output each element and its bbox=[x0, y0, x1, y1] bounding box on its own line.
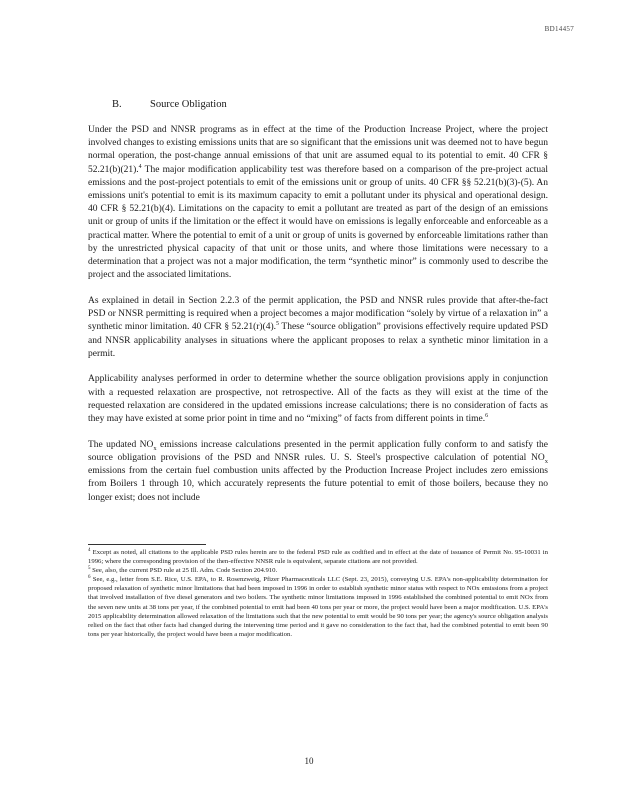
paragraph-text: These “source obligation” provisions effectively require updated PSD and NNSR applicability analyses in situations where the applicant proposes to relax a synthetic minor limitation in a permit. bbox=[88, 322, 548, 359]
body-paragraph bbox=[88, 124, 548, 282]
footnote-number: 5 bbox=[88, 565, 91, 571]
section-title: Source Obligation bbox=[150, 99, 227, 110]
paragraph-text: emissions from the certain fuel combustion units affected by the Production Increase Project includes zero emissions from Boilers 1 through 10, which accurately represents the future potential to emit of those boilers, because they no longer exist; does not include bbox=[88, 466, 548, 503]
footnote-number: 4 bbox=[88, 547, 91, 553]
footnotes bbox=[88, 548, 548, 639]
paragraph-text: The major modification applicability test was therefore based on a comparison of the pre-project actual emissions and the post-project potentials to emit of the emissions unit or group of units. 40 CFR §§ 52.21(b)(3)-(5). An emissions unit's potential to emit is its maximum capacity to emit a pollutant under its physical and operational design. 40 CFR § 52.21(b)(4). Limitations on the capacity to emit a pollutant are treated as part of the design of an emissions unit or group of units if the limitation or the effect it would have on emissions is legally enforceable and enforceable as a practical matter. Where the potential to emit of a unit or group of units is governed by enforceable limitations rather than by the unrestricted physical capacity of that unit or those units, and where those limitations were necessary to a determination that a project was not a major modification, the term “synthetic minor” is commonly used to describe the project and the associated limitations. bbox=[88, 164, 548, 281]
paragraph-text: As explained in detail in Section 2.2.3 of the permit application, the PSD and NNSR rules provide that after-the-fact PSD or NNSR permitting is required when a project becomes a major modification “solely by virtue of a relaxation in” a synthetic minor limitation. 40 CFR § 52.21(r)(4). bbox=[88, 295, 548, 333]
footnote-separator bbox=[88, 544, 206, 545]
footnote-number: 6 bbox=[88, 575, 91, 581]
body-paragraph bbox=[88, 295, 548, 361]
subscript-text: x bbox=[153, 444, 157, 452]
footnote bbox=[88, 566, 548, 575]
document-reference-code: BD14457 bbox=[544, 25, 574, 33]
paragraph-text: Under the PSD and NNSR programs as in effect at the time of the Production Increase Project, where the project involved changes to existing emissions units that are so significant that the emissions unit was deemed not to have begun normal operation, the post-change annual emissions of that unit are assumed equal to its potential to emit. 40 CFR § 52.21(b)(21). bbox=[88, 125, 548, 175]
footnote-marker: 4 bbox=[138, 163, 142, 170]
footnote bbox=[88, 575, 548, 639]
footnote bbox=[88, 548, 548, 566]
body-paragraph bbox=[88, 373, 548, 426]
paragraph-text: Applicability analyses performed in order to determine whether the source obligation provisions apply in conjunction with a requested relaxation are prospective, not retrospective. All of the facts as they will exist at the time of the requested relaxation are considered in the updated emissions increase calculations; there is no consideration of facts as they may have existed at some prior point in time and no “mixing” of facts from different points in time. bbox=[88, 374, 548, 425]
footnote-marker: 6 bbox=[485, 412, 489, 419]
body-paragraph bbox=[88, 439, 548, 505]
footnote-text: See, e.g., letter from S.E. Rice, U.S. EPA, to R. Rosenzweig, Pfizer Pharmaceuticals LLC (Sept. 23, 2015), conveying U.S. EPA's non-applicability determination for proposed relaxation of synthetic minor limitations that had been imposed in 1996 in order to establish synthetic minor status with respect to NOx emissions from a project that involved installation of five diesel generators and two boilers. The synthetic minor limitations imposed in 1996 established the combined potential to emit NOx from the seven new units at 38 tons per year, if the combined potential to emit had been 40 tons per year or more, the project would have been a major modification. U.S. EPA's 2015 applicability determination allowed relaxation of the limitations such that the new potential to emit would be 90 tons per year; the agency's source obligation analysis relied on the fact that other facts had changed during the intervening time period and it gave no consideration to the fact that, had the combined potential to emit been 90 tons per year historically, the project would have been a major modification. bbox=[88, 576, 548, 638]
paragraph-text: The updated NO bbox=[88, 439, 154, 450]
section-heading bbox=[112, 99, 227, 110]
footnote-text: See, also, the current PSD rule at 25 Ill. Adm. Code Section 204.910. bbox=[92, 567, 278, 575]
footnote-marker: 5 bbox=[276, 321, 280, 328]
body-text bbox=[88, 124, 548, 517]
page-number: 10 bbox=[304, 756, 314, 766]
section-letter: B. bbox=[112, 99, 122, 110]
footnote-text: Except as noted, all citations to the applicable PSD rules herein are to the federal PSD rule as codified and in effect at the date of issuance of Permit No. 95-10031 in 1996; where the corresponding provision of the then-effective NNSR rule is equivalent, separate citations are not provided. bbox=[88, 549, 549, 566]
subscript-text: x bbox=[544, 457, 548, 465]
paragraph-text: emissions increase calculations presented in the permit application fully conform to and satisfy the source obligation provisions of the PSD and NNSR rules. U. S. Steel's prospective calculation of potential NO bbox=[88, 439, 548, 463]
